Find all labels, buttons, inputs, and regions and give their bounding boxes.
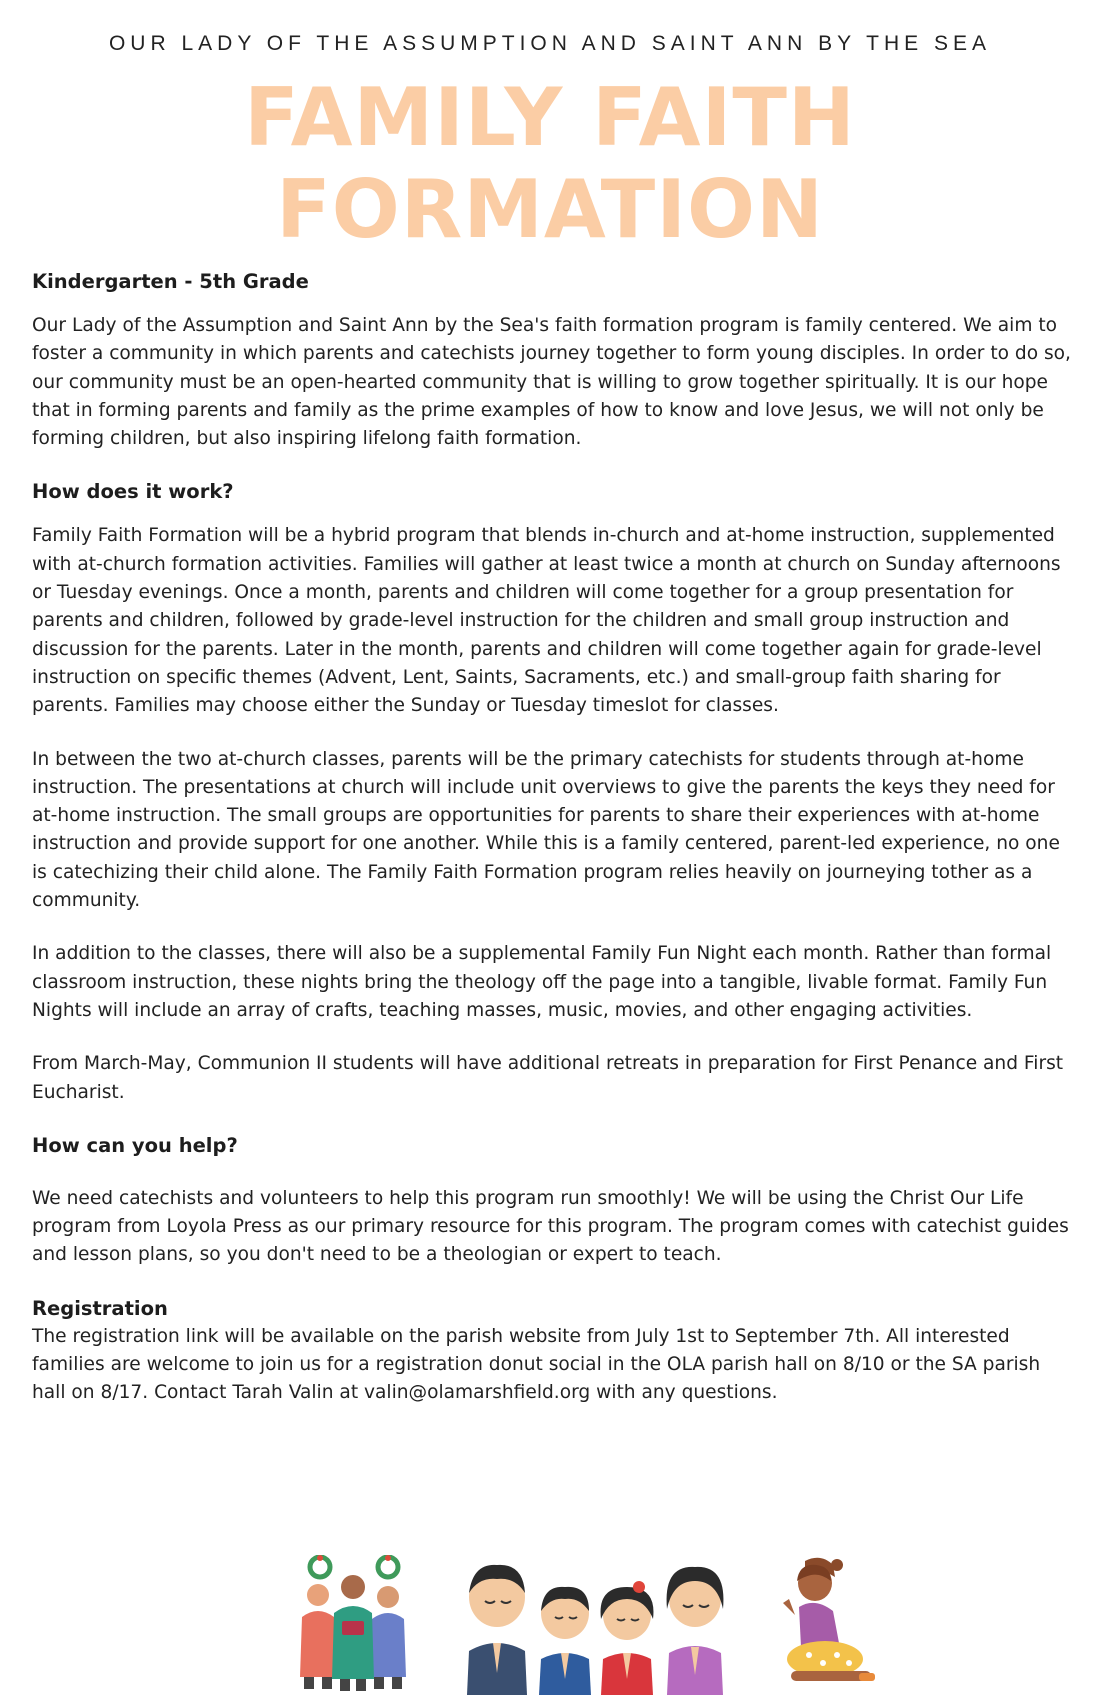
how-paragraph-1: Family Faith Formation will be a hybrid program that blends in-church and at-home instruction, supplemented with at-church formation activities. Families will gather at least twice a month at church on Sunday afternoons or Tuesday evenings. Once a month, parents and children will come together for a group presentation for parents and children, followed by grade-level instruction for the children and small group instruction and discussion for the parents. Later in the month, parents and children will come together again for grade-level instruction on specific themes (Advent, Lent, Saints, Sacraments, etc.) and small-group faith sharing for parents. Families may choose either the Sunday or Tuesday timeslot for classes. [32, 525, 1061, 717]
registration-heading: Registration [32, 1296, 168, 1320]
how-heading: How does it work? [32, 480, 234, 504]
page-title [0, 72, 1100, 256]
title-line-2: FORMATION [276, 163, 824, 256]
main-content [32, 268, 1072, 1408]
intro-paragraph: Our Lady of the Assumption and Saint Ann by the Sea's faith formation program is family centered. We aim to foster a community in which parents and catechists journey together to form young disciples. In order to do so, our community must be an open-hearted community that is willing to grow together spiritually. It is our hope that in forming parents and family as the prime examples of how to know and love Jesus, we will not only be forming children, but also inspiring lifelong faith formation. [32, 315, 1071, 450]
help-paragraph: We need catechists and volunteers to help this program run smoothly! We will be using the Christ Our Life program from Loyola Press as our primary resource for this program. The program comes with catechist guides and lesson plans, so you don't need to be a theologian or expert to teach. [32, 1187, 1069, 1266]
praying-family-illustration-icon [465, 1555, 735, 1695]
parish-name: OUR LADY OF THE ASSUMPTION AND SAINT ANN BY THE SEA [108, 32, 992, 55]
how-paragraph-2: In between the two at-church classes, parents will be the primary catechists for students through at-home instruction. The presentations at church will include unit overviews to give the parents the keys they need for at-home instruction. The small groups are opportunities for parents to share their experiences with at-home instruction and provide support for one another. While this is a family centered, parent-led experience, no one is catechizing their child alone. The Family Faith Formation program relies heavily on journeying tother as a community. [32, 748, 1060, 912]
grades-heading: Kindergarten - 5th Grade [32, 270, 309, 293]
how-paragraph-3: In addition to the classes, there will also be a supplemental Family Fun Night each month. Rather than formal classroom instruction, these nights bring the theology off the page into a tangible, livable format. Family Fun Nights will include an array of crafts, teaching masses, music, movies, and other engaging activities. [32, 943, 1052, 1021]
title-line-1: FAMILY FAITH [244, 71, 856, 164]
help-heading: How can you help? [32, 1133, 238, 1157]
how-paragraph-4: From March-May, Communion II students will have additional retreats in preparation for First Penance and First Eucharist. [32, 1053, 1064, 1103]
carolers-illustration-icon [290, 1555, 420, 1693]
registration-paragraph: The registration link will be available on the parish website from July 1st to September 7th. All interested families are welcome to join us for a registration donut social in the OLA parish hall on 8/10 or the SA parish hall on 8/17. Contact Tarah Valin at valin@olamarshfield.org with any questions. [32, 1325, 1041, 1404]
kneeling-praying-girl-illustration-icon [775, 1555, 880, 1691]
illustration-row [0, 1555, 1100, 1695]
